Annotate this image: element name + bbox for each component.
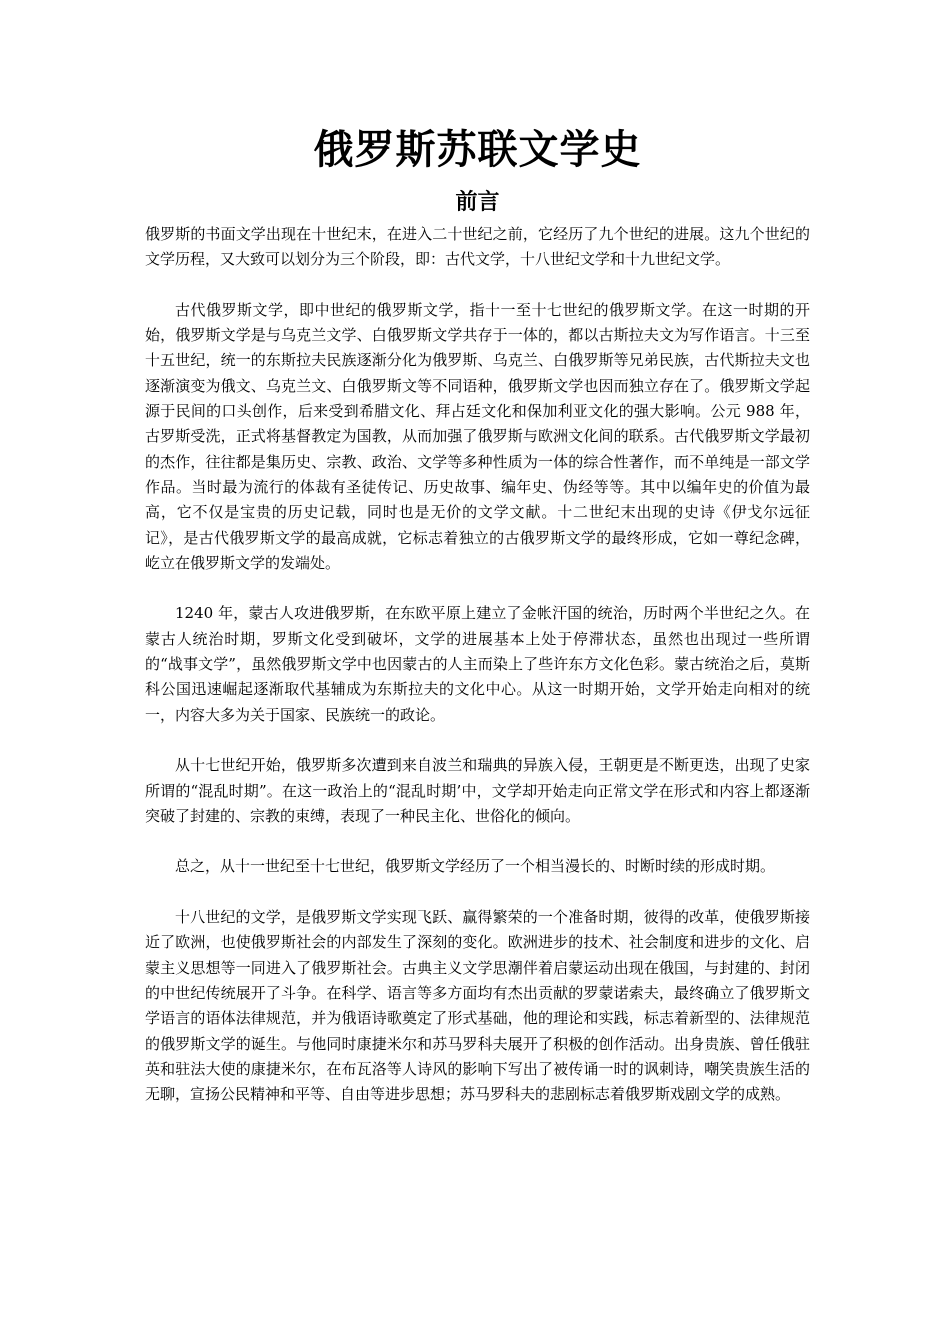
paragraph-ancient-literature: 古代俄罗斯文学，即中世纪的俄罗斯文学，指十一至十七世纪的俄罗斯文学。在这一时期的开始，俄罗斯文学是与乌克兰文学、白俄罗斯文学共存于一体的，都以古斯拉夫文为写作语言。十三至十五世纪，统一的东斯拉夫民族逐渐分化为俄罗斯、乌克兰、白俄罗斯等兄弟民族，古代斯拉夫文也逐渐演变为俄文、乌克兰文、白俄罗斯文等不同语种，俄罗斯文学也因而独立存在了。俄罗斯文学起源于民间的口头创作，后来受到希腊文化、拜占廷文化和保加利亚文化的强大影响。公元 988 年，古罗斯受洗，正式将基督教定为国教，从而加强了俄罗斯与欧洲文化间的联系。古代俄罗斯文学最初的杰作，往往都是集历史、宗教、政治、文学等多种性质为一体的综合性著作，而不单纯是一部文学作品。当时最为流行的体裁有圣徒传记、历史故事、编年史、伪经等等。其中以编年史的价值为最高，它不仅是宝贵的历史记载，同时也是无价的文学文献。十二世纪末出现的史诗《伊戈尔远征记》，是古代俄罗斯文学的最高成就，它标志着独立的古俄罗斯文学的最终形成，它如一尊纪念碑，屹立在俄罗斯文学的发端处。 — [145, 300, 810, 572]
paragraph-summary: 总之，从十一世纪至十七世纪，俄罗斯文学经历了一个相当漫长的、时断时续的形成时期。 — [175, 857, 776, 876]
paragraph-eighteenth-century: 十八世纪的文学，是俄罗斯文学实现飞跃、赢得繁荣的一个准备时期，彼得的改革，使俄罗斯接近了欧洲，也使俄罗斯社会的内部发生了深刻的变化。欧洲进步的技术、社会制度和进步的文化、启蒙主义思想等一同进入了俄罗斯社会。古典主义文学思潮伴着启蒙运动出现在俄国，与封建的、封闭的中世纪传统展开了斗争。在科学、语言等多方面均有杰出贡献的罗蒙诺索夫，最终确立了俄罗斯文学语言的语体法律规范，并为俄语诗歌奠定了形式基础，他的理论和实践，标志着新型的、法律规范的俄罗斯文学的诞生。与他同时康捷米尔和苏马罗科夫展开了积极的创作活动。出身贵族、曾任俄驻英和驻法大使的康捷米尔，在布瓦洛等人诗风的影响下写出了被传诵一时的讽刺诗，嘲笑贵族生活的无聊，宣扬公民精神和平等、自由等进步思想；苏马罗科夫的悲剧标志着俄罗斯戏剧文学的成熟。 — [145, 908, 810, 1104]
paragraph-intro: 俄罗斯的书面文学出现在十世纪末，在进入二十世纪之前，它经历了九个世纪的进展。这九个世纪的文学历程，又大致可以划分为三个阶段，即：古代文学，十八世纪文学和十九世纪文学。 — [145, 225, 810, 269]
paragraph-mongol-period: 1240 年，蒙古人攻进俄罗斯，在东欧平原上建立了金帐汗国的统治，历时两个半世纪之久。在蒙古人统治时期，罗斯文化受到破坏，文学的进展基本上处于停滞状态，虽然也出现过一些所谓的“战事文学”，虽然俄罗斯文学中也因蒙古的人主而染上了些许东方文化色彩。蒙古统治之后，莫斯科公国迅速崛起逐渐取代基辅成为东斯拉夫的文化中心。从这一时期开始，文学开始走向相对的统一，内容大多为关于国家、民族统一的政论。 — [145, 604, 810, 724]
section-heading: 前言 — [455, 189, 500, 215]
paragraph-seventeenth-century: 从十七世纪开始，俄罗斯多次遭到来自波兰和瑞典的异族入侵，王朝更是不断更迭，出现了史家所谓的“混乱时期”。在这一政治上的“混乱时期’中，文学却开始走向正常文学在形式和内容上都逐渐突破了封建的、宗教的束缚，表现了一种民主化、世俗化的倾向。 — [145, 756, 810, 825]
document-title: 俄罗斯苏联文学史 — [313, 126, 642, 173]
document-page — [145, 120, 810, 1133]
